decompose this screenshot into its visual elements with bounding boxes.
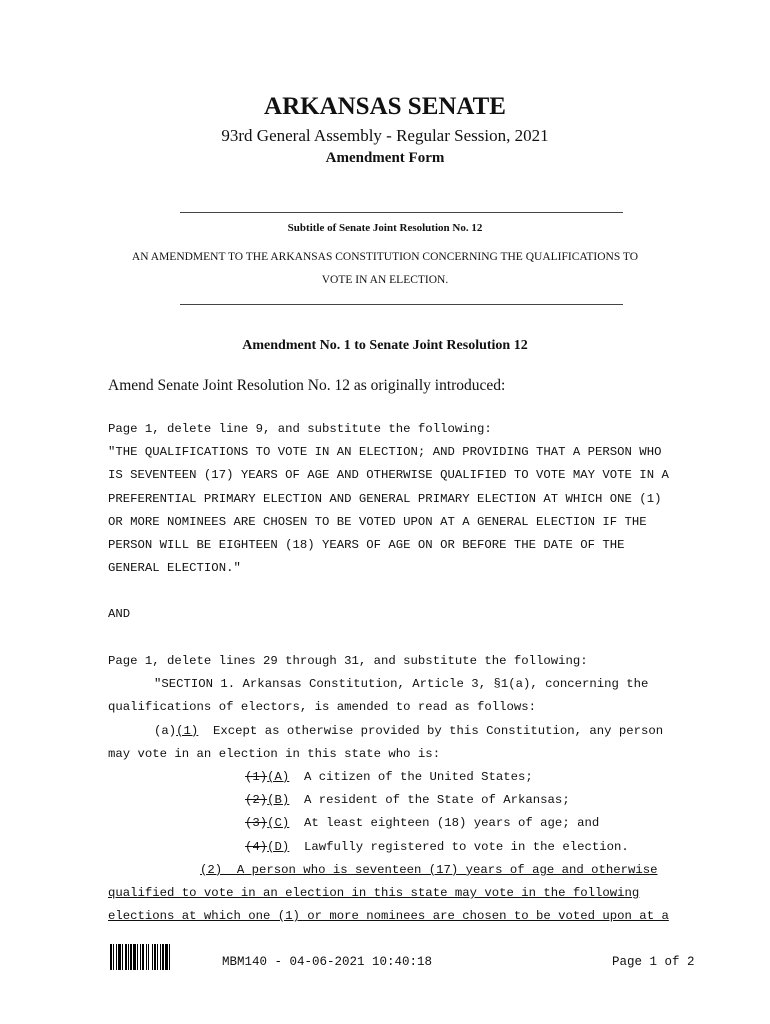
inserted-text-line: elections at which one (1) or more nominees are chosen to be voted upon at a: [108, 909, 669, 924]
deleted-number: (4): [245, 839, 268, 854]
inserted-text-line: (2) A person who is seventeen (17) years of age and otherwise: [200, 862, 658, 877]
subsection-a-text: Except as otherwise provided by this Constitution, any person: [198, 723, 664, 738]
conjunction-and: AND: [108, 607, 131, 621]
deleted-number: (1): [245, 770, 268, 785]
subtitle-text: [0, 246, 770, 292]
amendment-intro: Amend Senate Joint Resolution No. 12 as originally introduced:: [108, 377, 506, 394]
page-number: Page 1 of 2: [612, 955, 695, 969]
instruction-1: [108, 418, 669, 580]
subtitle-label: Subtitle of Senate Joint Resolution No. 12: [287, 222, 483, 234]
inserted-number: (1): [176, 723, 199, 738]
chamber-title: ARKANSAS SENATE: [264, 93, 506, 120]
substitute-line: GENERAL ELECTION.": [108, 561, 241, 576]
inserted-text-line: qualified to vote in an election in this state may vote in the following: [108, 886, 640, 901]
session-line: 93rd General Assembly - Regular Session, 2021: [221, 126, 549, 145]
item-text: Lawfully registered to vote in the election.: [289, 839, 629, 854]
substitute-line: PREFERENTIAL PRIMARY ELECTION AND GENERAL PRIMARY ELECTION AT WHICH ONE (1): [108, 491, 662, 506]
inserted-number: (C): [267, 816, 290, 831]
subsection-a: [108, 720, 669, 743]
subsection-a-prefix: (a): [154, 723, 177, 738]
divider-bottom: [180, 304, 623, 305]
divider-top: [180, 212, 623, 213]
list-item: [108, 766, 669, 789]
list-item: [108, 812, 669, 835]
substitute-line: PERSON WILL BE EIGHTEEN (18) YEARS OF AGE ON OR BEFORE THE DATE OF THE: [108, 538, 625, 553]
deleted-number: (3): [245, 816, 268, 831]
subsection-a-continuation: may vote in an election in this state who is:: [108, 746, 441, 761]
instruction-2-lead: Page 1, delete lines 29 through 31, and substitute the following:: [108, 654, 588, 668]
subtitle-line-2: VOTE IN AN ELECTION.: [321, 274, 449, 286]
barcode: [110, 944, 200, 970]
substitute-line: IS SEVENTEEN (17) YEARS OF AGE AND OTHERWISE QUALIFIED TO VOTE MAY VOTE IN A: [108, 468, 669, 483]
form-type: Amendment Form: [325, 150, 445, 166]
subtitle-line-1: AN AMENDMENT TO THE ARKANSAS CONSTITUTION CONCERNING THE QUALIFICATIONS TO: [131, 251, 639, 263]
inserted-number: (D): [267, 839, 290, 854]
substitute-line: OR MORE NOMINEES ARE CHOSEN TO BE VOTED UPON AT A GENERAL ELECTION IF THE: [108, 514, 647, 529]
inserted-number: (B): [267, 793, 290, 808]
section-continuation: qualifications of electors, is amended to read as follows:: [108, 700, 537, 715]
section-line: "SECTION 1. Arkansas Constitution, Article 3, §1(a), concerning the: [154, 677, 649, 692]
item-text: A resident of the State of Arkansas;: [289, 793, 570, 808]
item-text: A citizen of the United States;: [289, 770, 533, 785]
inserted-number: (A): [267, 770, 290, 785]
item-text: At least eighteen (18) years of age; and: [289, 816, 600, 831]
deleted-number: (2): [245, 793, 268, 808]
substitute-line: "THE QUALIFICATIONS TO VOTE IN AN ELECTION; AND PROVIDING THAT A PERSON WHO: [108, 445, 662, 460]
list-item: [108, 836, 669, 859]
amendment-heading: Amendment No. 1 to Senate Joint Resolution 12: [242, 338, 528, 353]
instruction-2: [108, 650, 669, 928]
barcode-bar: [170, 944, 172, 970]
footer-code: MBM140 - 04-06-2021 10:40:18: [222, 955, 433, 969]
list-item: [108, 789, 669, 812]
instruction-1-lead: Page 1, delete line 9, and substitute the following:: [108, 422, 492, 436]
